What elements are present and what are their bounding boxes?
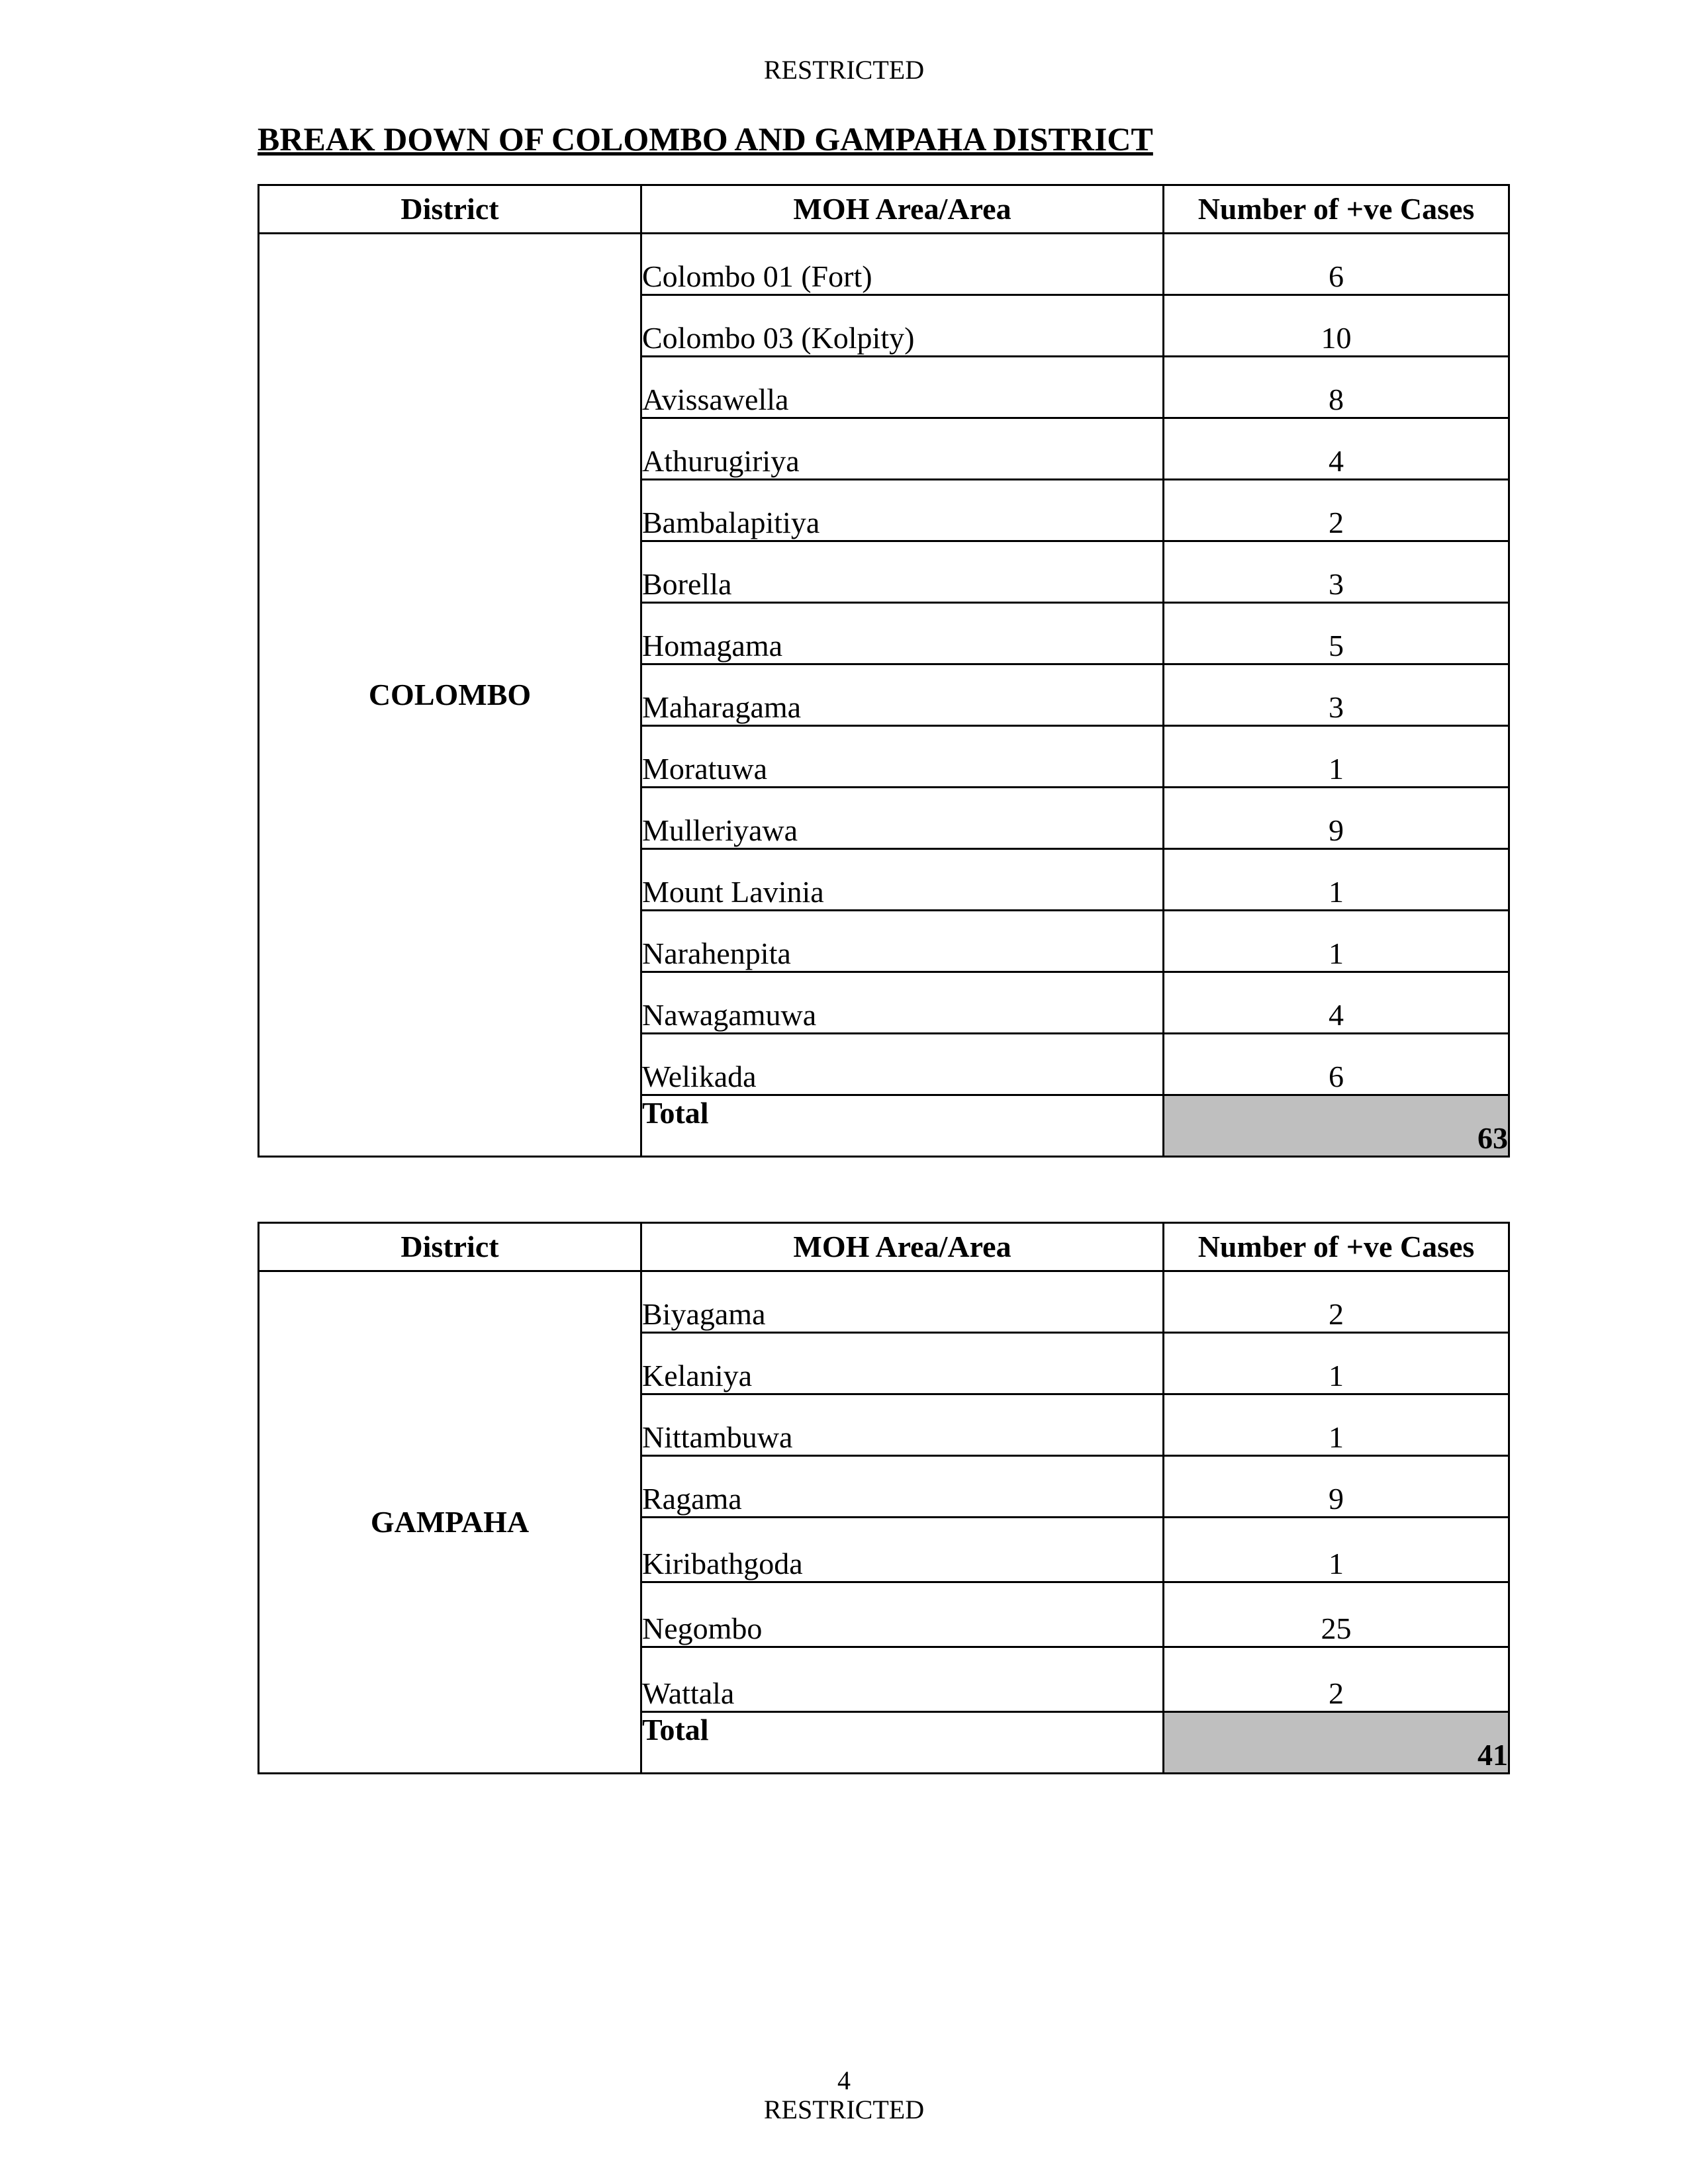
case-count-cell: 4 (1164, 418, 1509, 480)
moh-area-cell: Borella (641, 541, 1164, 603)
moh-area-cell: Nawagamuwa (641, 972, 1164, 1034)
column-header-cases: Number of +ve Cases (1164, 185, 1509, 234)
moh-area-cell: Kiribathgoda (641, 1518, 1164, 1582)
table-row (259, 234, 1509, 295)
column-header-moh-area: MOH Area/Area (641, 185, 1164, 234)
total-value-cell: 41 (1164, 1712, 1509, 1774)
case-count-cell: 2 (1164, 1271, 1509, 1333)
case-count-cell: 1 (1164, 911, 1509, 972)
case-count-cell: 1 (1164, 1333, 1509, 1394)
moh-area-cell: Mulleriyawa (641, 788, 1164, 849)
case-count-cell: 6 (1164, 234, 1509, 295)
moh-area-cell: Colombo 03 (Kolpity) (641, 295, 1164, 357)
case-count-cell: 9 (1164, 788, 1509, 849)
case-count-cell: 10 (1164, 295, 1509, 357)
moh-area-cell: Welikada (641, 1034, 1164, 1095)
moh-area-cell: Mount Lavinia (641, 849, 1164, 911)
case-count-cell: 2 (1164, 480, 1509, 541)
header-classification: RESTRICTED (763, 55, 925, 85)
moh-area-cell: Kelaniya (641, 1333, 1164, 1394)
case-count-cell: 25 (1164, 1582, 1509, 1647)
case-count-cell: 3 (1164, 664, 1509, 726)
gampaha-cases-table (258, 1222, 1510, 1774)
column-header-district: District (259, 1223, 641, 1271)
footer-classification: RESTRICTED (763, 2095, 925, 2124)
case-count-cell: 3 (1164, 541, 1509, 603)
moh-area-cell: Nittambuwa (641, 1394, 1164, 1456)
case-count-cell: 1 (1164, 726, 1509, 788)
moh-area-cell: Homagama (641, 603, 1164, 664)
case-count-cell: 2 (1164, 1647, 1509, 1712)
column-header-moh-area: MOH Area/Area (641, 1223, 1164, 1271)
table-header-row (259, 185, 1509, 234)
district-name-cell: GAMPAHA (259, 1271, 641, 1774)
moh-area-cell: Wattala (641, 1647, 1164, 1712)
table-row (259, 1271, 1509, 1333)
document-title: BREAK DOWN OF COLOMBO AND GAMPAHA DISTRICT (258, 120, 1153, 158)
district-name-cell: COLOMBO (259, 234, 641, 1157)
page-number: 4 (837, 2066, 851, 2095)
moh-area-cell: Avissawella (641, 357, 1164, 418)
case-count-cell: 8 (1164, 357, 1509, 418)
case-count-cell: 1 (1164, 1518, 1509, 1582)
moh-area-cell: Moratuwa (641, 726, 1164, 788)
case-count-cell: 9 (1164, 1456, 1509, 1518)
case-count-cell: 1 (1164, 849, 1509, 911)
total-label-cell: Total (641, 1095, 1164, 1157)
moh-area-cell: Biyagama (641, 1271, 1164, 1333)
case-count-cell: 6 (1164, 1034, 1509, 1095)
moh-area-cell: Narahenpita (641, 911, 1164, 972)
moh-area-cell: Colombo 01 (Fort) (641, 234, 1164, 295)
column-header-district: District (259, 185, 641, 234)
moh-area-cell: Athurugiriya (641, 418, 1164, 480)
case-count-cell: 1 (1164, 1394, 1509, 1456)
case-count-cell: 4 (1164, 972, 1509, 1034)
colombo-cases-table (258, 184, 1510, 1158)
moh-area-cell: Bambalapitiya (641, 480, 1164, 541)
moh-area-cell: Negombo (641, 1582, 1164, 1647)
moh-area-cell: Maharagama (641, 664, 1164, 726)
column-header-cases: Number of +ve Cases (1164, 1223, 1509, 1271)
moh-area-cell: Ragama (641, 1456, 1164, 1518)
total-label-cell: Total (641, 1712, 1164, 1774)
case-count-cell: 5 (1164, 603, 1509, 664)
total-value-cell: 63 (1164, 1095, 1509, 1157)
table-header-row (259, 1223, 1509, 1271)
